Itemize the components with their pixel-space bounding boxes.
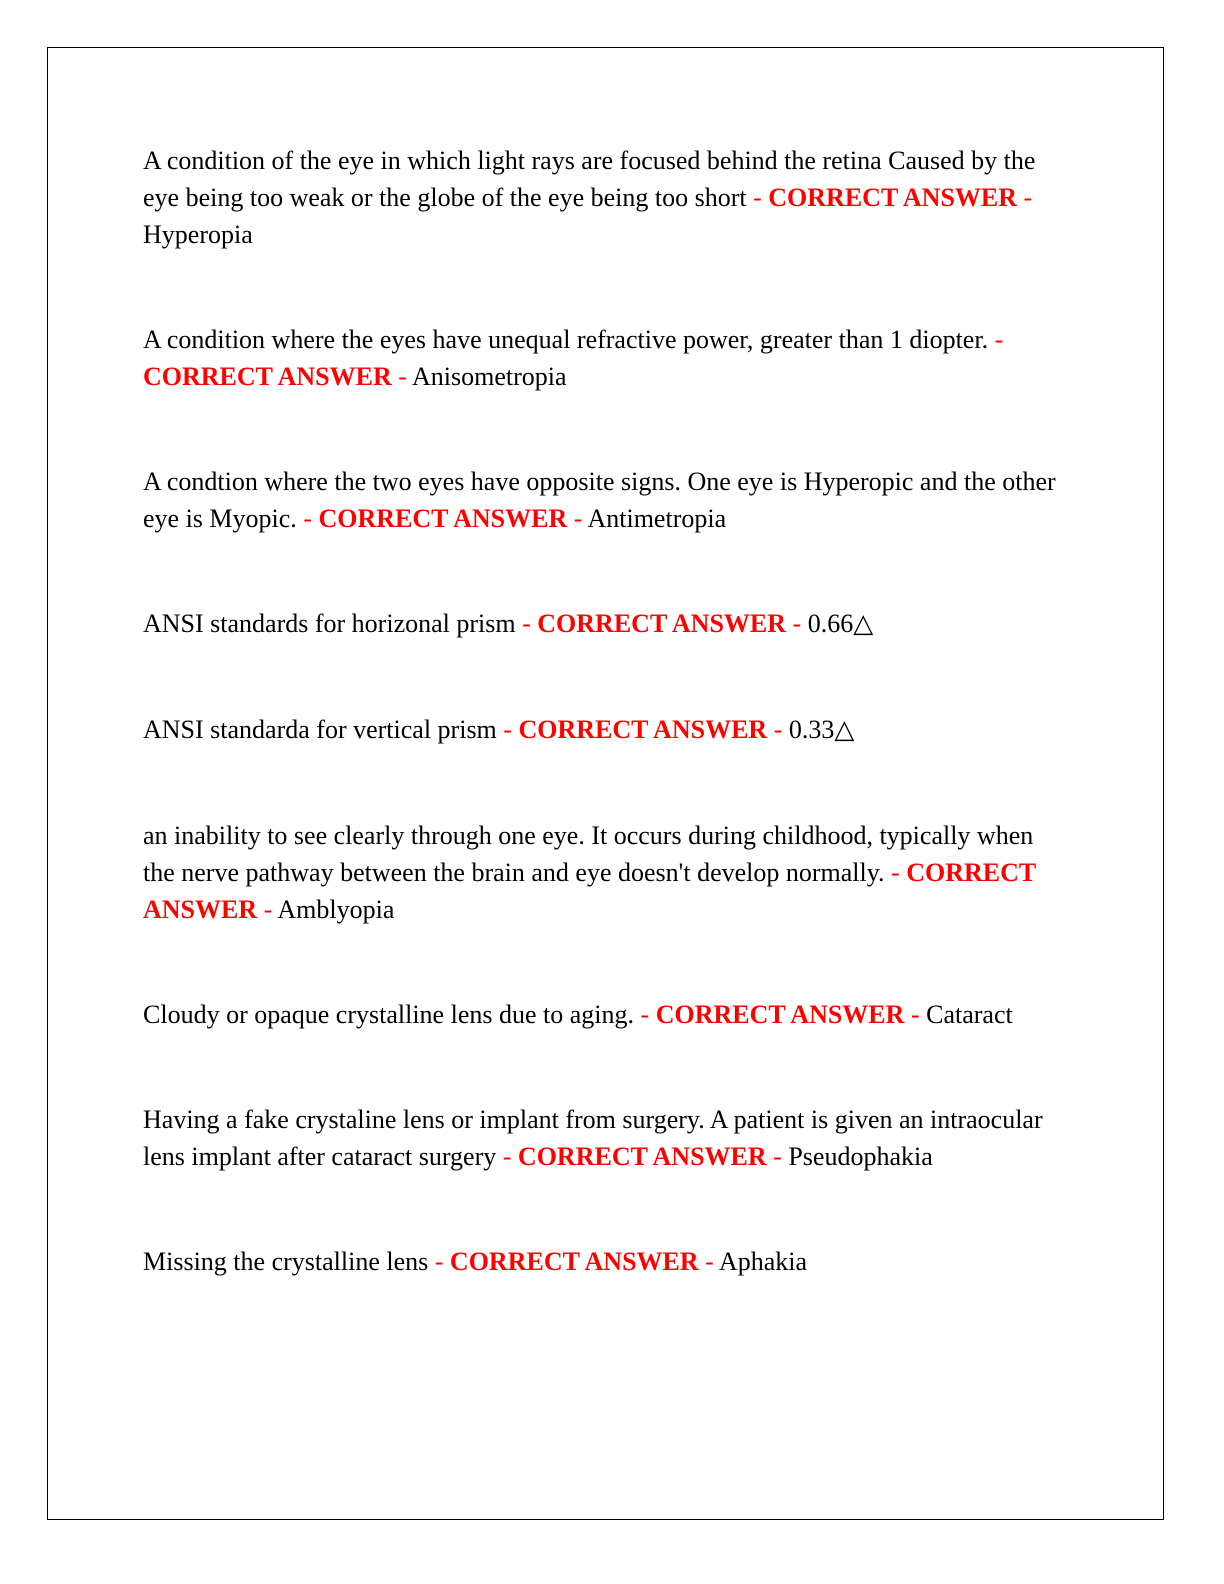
flashcard-item — [143, 1101, 1068, 1175]
question-text: ANSI standards for horizonal prism — [143, 609, 516, 638]
correct-answer-label: CORRECT ANSWER — [517, 1142, 767, 1171]
correct-answer-label: CORRECT ANSWER — [537, 609, 787, 638]
question-text: A condtion where the two eyes have opposite signs. One eye is Hyperopic and the other eye is Myopic. — [143, 467, 1056, 533]
answer-text: Antimetropia — [587, 504, 727, 533]
separator: - — [910, 1000, 920, 1029]
flashcard-item — [143, 996, 1068, 1033]
question-text: an inability to see clearly through one eye. It occurs during childhood, typically when the nerve pathway between the brain and eye doesn't develop normally. — [143, 821, 1034, 887]
answer-text: Cataract — [926, 1000, 1013, 1029]
flashcard-item — [143, 142, 1068, 253]
correct-answer-label: CORRECT ANSWER — [518, 715, 768, 744]
answer-text: Hyperopia — [143, 220, 253, 249]
answer-text: 0.66△ — [807, 609, 874, 638]
separator: - — [502, 1142, 512, 1171]
separator: - — [522, 609, 531, 638]
answer-text: Anisometropia — [412, 362, 567, 391]
answer-text: Pseudophakia — [788, 1142, 933, 1171]
separator: - — [303, 504, 312, 533]
separator: - — [753, 183, 762, 212]
answer-text: Aphakia — [718, 1247, 808, 1276]
correct-answer-label: CORRECT ANSWER — [449, 1247, 699, 1276]
question-text: A condition where the eyes have unequal refractive power, greater than 1 diopter. — [143, 325, 989, 354]
question-text: Having a fake crystaline lens or implant from surgery. A patient is given an intraocular lens implant after cataract surgery — [143, 1105, 1043, 1171]
separator: - — [573, 504, 583, 533]
separator: - — [773, 715, 783, 744]
question-text: Cloudy or opaque crystalline lens due to aging. — [143, 1000, 635, 1029]
separator: - — [503, 715, 512, 744]
correct-answer-label: CORRECT ANSWER — [318, 504, 568, 533]
separator: - — [773, 1142, 782, 1171]
separator: - — [263, 895, 273, 924]
separator: - — [994, 325, 1004, 354]
flashcard-item — [143, 605, 1068, 642]
separator: - — [640, 1000, 650, 1029]
answer-text: 0.33△ — [788, 715, 855, 744]
flashcard-item — [143, 321, 1068, 395]
flashcard-list — [143, 142, 1068, 1349]
question-text: A condition of the eye in which light rays are focused behind the retina Caused by the eye being too weak or the globe of the eye being too short — [143, 146, 1036, 212]
separator: - — [398, 362, 407, 391]
separator: - — [891, 858, 900, 887]
correct-answer-label: CORRECT ANSWER — [143, 858, 1036, 924]
separator: - — [1023, 183, 1033, 212]
question-text: ANSI standarda for vertical prism — [143, 715, 497, 744]
answer-text: Amblyopia — [277, 895, 395, 924]
separator: - — [705, 1247, 714, 1276]
separator: - — [792, 609, 802, 638]
correct-answer-label: CORRECT ANSWER — [143, 362, 392, 391]
flashcard-item — [143, 1243, 1068, 1280]
correct-answer-label: CORRECT ANSWER — [655, 1000, 905, 1029]
question-text: Missing the crystalline lens — [143, 1247, 429, 1276]
flashcard-item — [143, 817, 1068, 928]
flashcard-item — [143, 711, 1068, 748]
separator: - — [434, 1247, 444, 1276]
flashcard-item — [143, 463, 1068, 537]
correct-answer-label: CORRECT ANSWER — [768, 183, 1018, 212]
